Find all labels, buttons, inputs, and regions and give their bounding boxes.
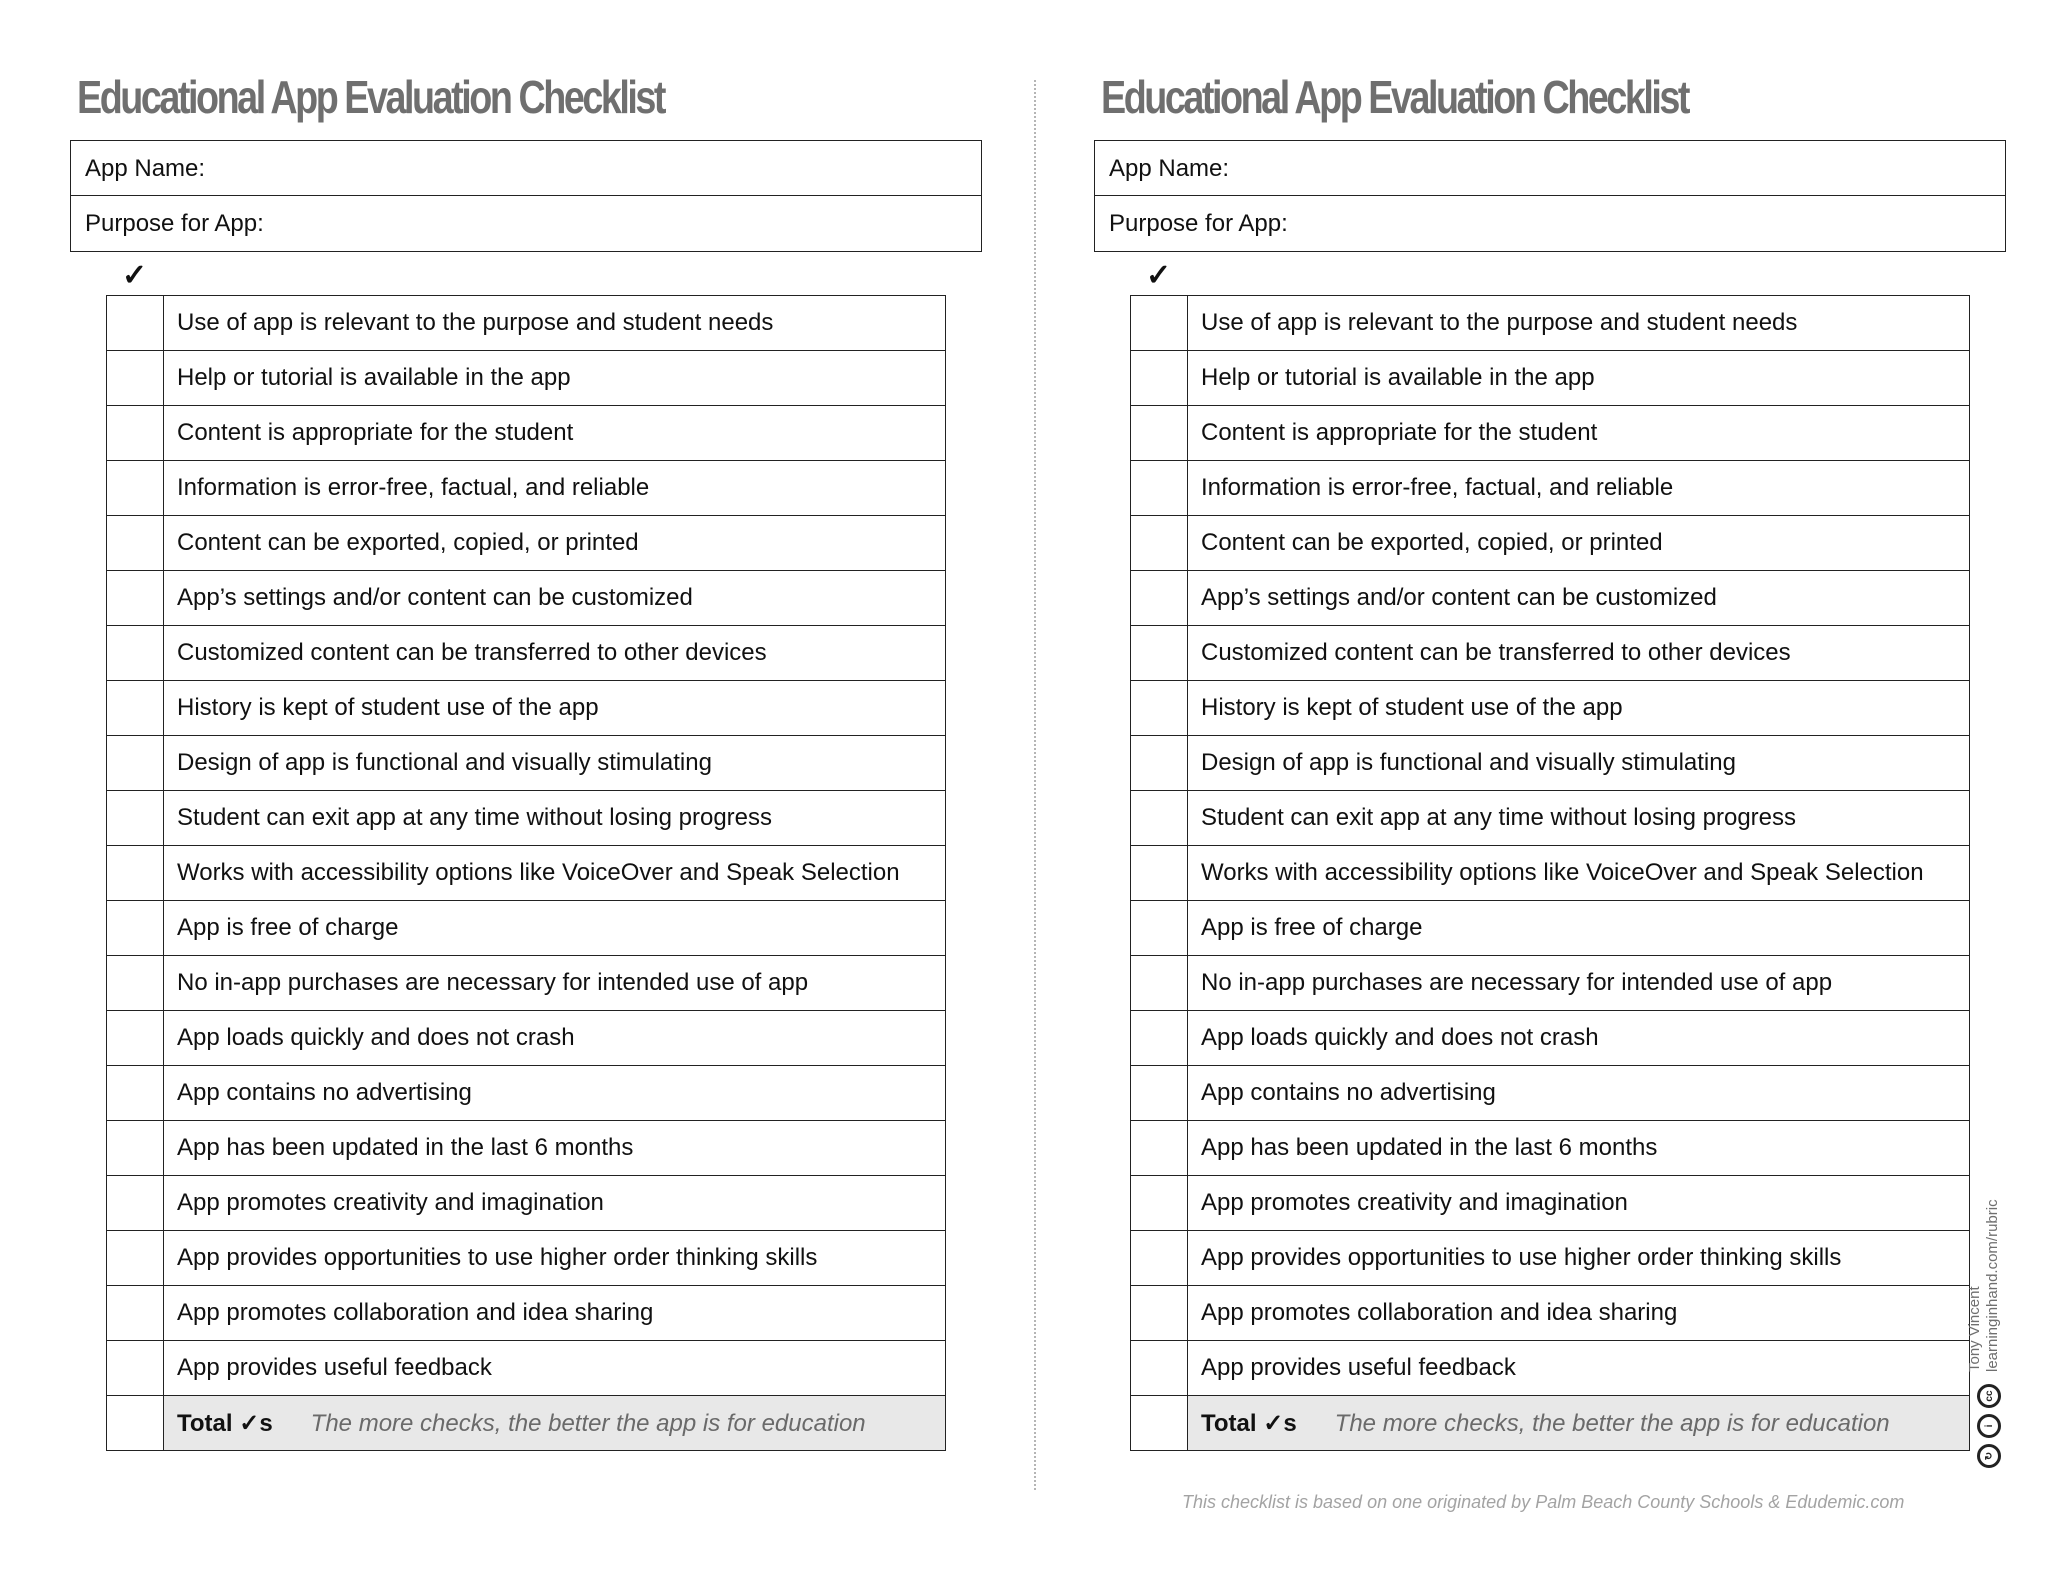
criterion-row [107, 626, 946, 681]
criterion-row [1131, 1011, 1970, 1066]
app-name-label: App Name: [1109, 155, 1230, 182]
criterion-text: App loads quickly and does not crash [1188, 1011, 1970, 1066]
check-box[interactable] [1131, 351, 1188, 406]
check-box[interactable] [1131, 1286, 1188, 1341]
check-box[interactable] [107, 1341, 164, 1396]
author-name: Tony Vincent [1966, 1286, 1983, 1372]
criterion-text: Content is appropriate for the student [164, 406, 946, 461]
criterion-text: No in-app purchases are necessary for intended use of app [1188, 956, 1970, 1011]
criterion-text: App provides opportunities to use higher order thinking skills [1188, 1231, 1970, 1286]
total-note: The more checks, the better the app is for education [310, 1409, 866, 1437]
cc-icon: cc [1977, 1384, 2001, 1408]
criterion-text: Customized content can be transferred to other devices [164, 626, 946, 681]
criterion-text: App is free of charge [164, 901, 946, 956]
app-name-label: App Name: [85, 155, 206, 182]
criterion-text: Works with accessibility options like VoiceOver and Speak Selection [1188, 846, 1970, 901]
criterion-row [1131, 1121, 1970, 1176]
criterion-text: App promotes collaboration and idea sharing [164, 1286, 946, 1341]
check-box[interactable] [107, 296, 164, 351]
criterion-row [107, 1341, 946, 1396]
check-box[interactable] [1131, 516, 1188, 571]
criterion-text: App provides useful feedback [1188, 1341, 1970, 1396]
criterion-row [1131, 296, 1970, 351]
criterion-row [1131, 1066, 1970, 1121]
check-box[interactable] [1131, 956, 1188, 1011]
check-box[interactable] [1131, 1231, 1188, 1286]
check-box[interactable] [107, 956, 164, 1011]
criterion-row [107, 1066, 946, 1121]
check-box[interactable] [1131, 1121, 1188, 1176]
check-box[interactable] [1131, 1341, 1188, 1396]
check-box[interactable] [1131, 1011, 1188, 1066]
criterion-text: App promotes collaboration and idea sharing [1188, 1286, 1970, 1341]
source-credit: This checklist is based on one originated by Palm Beach County Schools & Edudemic.com [1182, 1492, 1905, 1512]
check-box[interactable] [1131, 791, 1188, 846]
criterion-row [107, 1121, 946, 1176]
criterion-text: Use of app is relevant to the purpose and student needs [164, 296, 946, 351]
check-box[interactable] [107, 516, 164, 571]
checkmark-column-icon: ✓ [1146, 259, 1172, 292]
criterion-text: App loads quickly and does not crash [164, 1011, 946, 1066]
criteria-table [106, 295, 946, 1451]
criterion-row [107, 681, 946, 736]
criterion-text: App promotes creativity and imagination [164, 1176, 946, 1231]
criterion-row [107, 956, 946, 1011]
criterion-row [107, 791, 946, 846]
purpose-label: Purpose for App: [85, 210, 264, 237]
criterion-row [107, 571, 946, 626]
criterion-row [1131, 956, 1970, 1011]
criterion-row [107, 846, 946, 901]
check-box[interactable] [107, 351, 164, 406]
total-row [107, 1396, 946, 1451]
total-label: Total ✓s [177, 1409, 273, 1437]
criterion-row [1131, 1231, 1970, 1286]
criterion-row [107, 461, 946, 516]
app-info-box [1094, 140, 2006, 252]
total-label: Total ✓s [1201, 1409, 1297, 1437]
criterion-text: Content can be exported, copied, or printed [1188, 516, 1970, 571]
criterion-text: App has been updated in the last 6 months [1188, 1121, 1970, 1176]
page-title: Educational App Evaluation Checklist [1101, 71, 1689, 123]
criterion-row [1131, 351, 1970, 406]
criterion-row [107, 1176, 946, 1231]
criterion-text: Student can exit app at any time without losing progress [1188, 791, 1970, 846]
check-box[interactable] [107, 1066, 164, 1121]
purpose-field[interactable] [1095, 196, 2005, 251]
criterion-text: Content can be exported, copied, or printed [164, 516, 946, 571]
criterion-row [107, 1286, 946, 1341]
check-box[interactable] [107, 1011, 164, 1066]
check-box[interactable] [107, 1231, 164, 1286]
criterion-text: Works with accessibility options like VoiceOver and Speak Selection [164, 846, 946, 901]
criterion-text: History is kept of student use of the app [1188, 681, 1970, 736]
criterion-text: App has been updated in the last 6 months [164, 1121, 946, 1176]
criterion-row [107, 296, 946, 351]
criterion-text: No in-app purchases are necessary for intended use of app [164, 956, 946, 1011]
criterion-row [1131, 791, 1970, 846]
criterion-row [1131, 681, 1970, 736]
criterion-row [107, 351, 946, 406]
criterion-text: App is free of charge [1188, 901, 1970, 956]
check-box[interactable] [107, 736, 164, 791]
check-box[interactable] [107, 1121, 164, 1176]
criterion-row [1131, 626, 1970, 681]
criterion-text: App provides opportunities to use higher order thinking skills [164, 1231, 946, 1286]
check-box[interactable] [1131, 1066, 1188, 1121]
check-box[interactable] [107, 406, 164, 461]
criterion-row [107, 406, 946, 461]
check-box[interactable] [1131, 681, 1188, 736]
criterion-text: Help or tutorial is available in the app [1188, 351, 1970, 406]
criterion-text: Design of app is functional and visually stimulating [1188, 736, 1970, 791]
total-box[interactable] [107, 1396, 164, 1451]
criterion-row [1131, 1176, 1970, 1231]
criterion-row [107, 736, 946, 791]
checklist-panel-left [70, 0, 1070, 1582]
checkmark-column-icon: ✓ [122, 259, 148, 292]
check-box[interactable] [1131, 296, 1188, 351]
page-title: Educational App Evaluation Checklist [77, 71, 665, 123]
criterion-row [107, 901, 946, 956]
criterion-text: App provides useful feedback [164, 1341, 946, 1396]
criterion-row [1131, 461, 1970, 516]
check-box[interactable] [1131, 406, 1188, 461]
criterion-text: Information is error-free, factual, and reliable [1188, 461, 1970, 516]
criterion-text: Content is appropriate for the student [1188, 406, 1970, 461]
check-box[interactable] [1131, 571, 1188, 626]
criterion-text: App contains no advertising [164, 1066, 946, 1121]
criterion-text: App promotes creativity and imagination [1188, 1176, 1970, 1231]
total-box[interactable] [1131, 1396, 1188, 1451]
checklist-panel-right [1094, 0, 2048, 1582]
criterion-text: App’s settings and/or content can be customized [1188, 571, 1970, 626]
check-box[interactable] [1131, 736, 1188, 791]
criterion-text: Help or tutorial is available in the app [164, 351, 946, 406]
criterion-row [107, 1231, 946, 1286]
criterion-row [1131, 736, 1970, 791]
criterion-text: App’s settings and/or content can be customized [164, 571, 946, 626]
criterion-text: App contains no advertising [1188, 1066, 1970, 1121]
total-cell [1188, 1396, 1970, 1451]
check-box[interactable] [107, 681, 164, 736]
criterion-text: Use of app is relevant to the purpose and student needs [1188, 296, 1970, 351]
criterion-text: History is kept of student use of the app [164, 681, 946, 736]
total-cell [164, 1396, 946, 1451]
check-box[interactable] [107, 901, 164, 956]
total-row [1131, 1396, 1970, 1451]
check-box[interactable] [1131, 901, 1188, 956]
author-url: learninginhand.com/rubric [1984, 1199, 2001, 1372]
check-box[interactable] [107, 626, 164, 681]
total-note: The more checks, the better the app is for education [1334, 1409, 1890, 1437]
criterion-row [1131, 1341, 1970, 1396]
purpose-field[interactable] [71, 196, 981, 251]
check-box[interactable] [1131, 461, 1188, 516]
criterion-text: Customized content can be transferred to other devices [1188, 626, 1970, 681]
check-box[interactable] [1131, 1176, 1188, 1231]
author-credit [1966, 1199, 2002, 1372]
criterion-text: Student can exit app at any time without losing progress [164, 791, 946, 846]
criterion-row [107, 1011, 946, 1066]
check-box[interactable] [1131, 626, 1188, 681]
app-name-field[interactable] [1095, 141, 2005, 196]
by-icon: i [1977, 1414, 2001, 1438]
app-info-box [70, 140, 982, 252]
check-box[interactable] [107, 846, 164, 901]
criterion-row [1131, 1286, 1970, 1341]
criterion-row [1131, 516, 1970, 571]
criterion-text: Design of app is functional and visually stimulating [164, 736, 946, 791]
criterion-row [1131, 901, 1970, 956]
criterion-row [1131, 846, 1970, 901]
criterion-text: Information is error-free, factual, and reliable [164, 461, 946, 516]
check-box[interactable] [107, 1286, 164, 1341]
license-icons [1977, 1384, 2001, 1468]
check-box[interactable] [1131, 846, 1188, 901]
check-box[interactable] [107, 791, 164, 846]
purpose-label: Purpose for App: [1109, 210, 1288, 237]
criterion-row [1131, 571, 1970, 626]
page-divider [1034, 80, 1036, 1490]
app-name-field[interactable] [71, 141, 981, 196]
criterion-row [107, 516, 946, 571]
check-box[interactable] [107, 1176, 164, 1231]
criteria-table [1130, 295, 1970, 1451]
criterion-row [1131, 406, 1970, 461]
check-box[interactable] [107, 571, 164, 626]
check-box[interactable] [107, 461, 164, 516]
share-alike-icon: ↻ [1977, 1444, 2001, 1468]
